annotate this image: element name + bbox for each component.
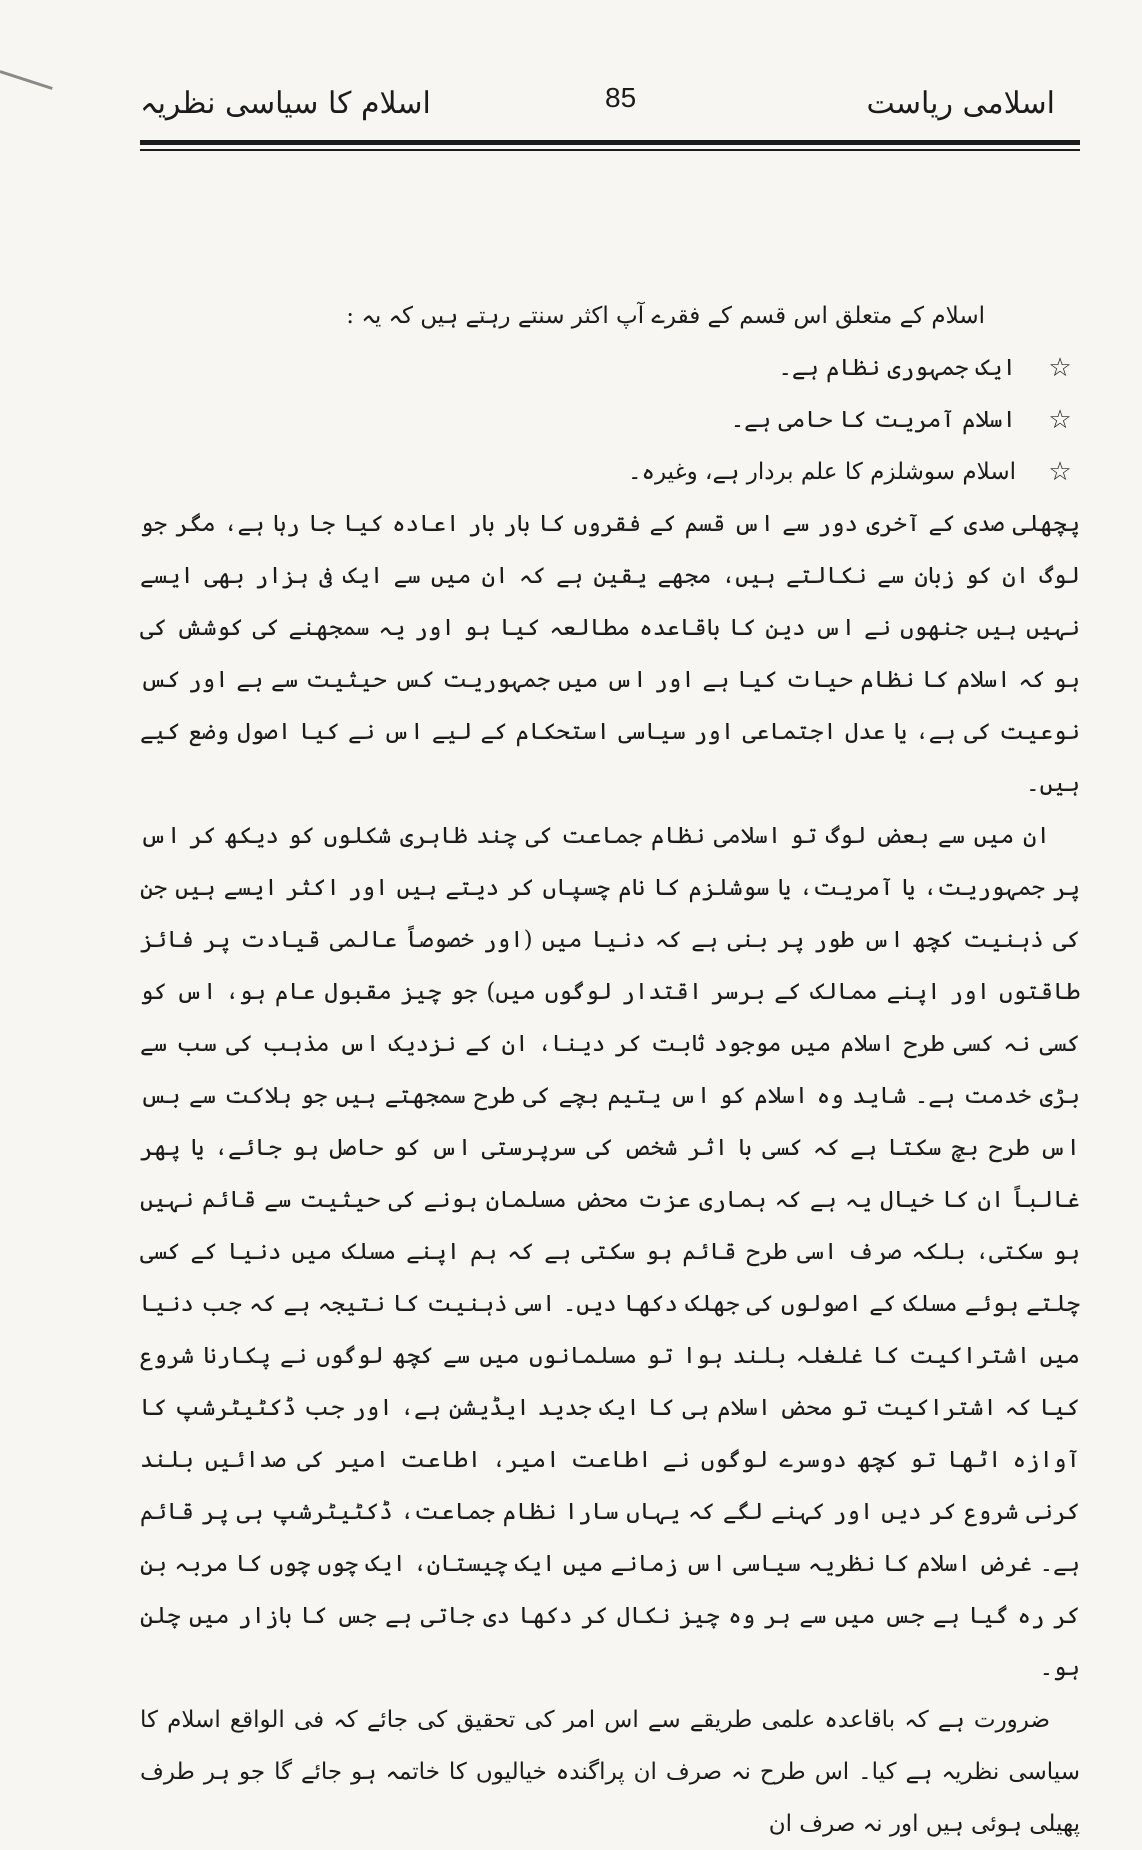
bullet-text: اسلام آمریت کا حامی ہے۔ <box>730 407 1016 433</box>
paragraph: ان میں سے بعض لوگ تو اسلامی نظام جماعت کی چند ظاہری شکلوں کو دیکھ کر اس پر جمہوریت، یا آمریت، یا سوشلزم کا نام چسپاں کر دیتے ہیں اور اکثر ایسے ہیں جن کی ذہنیت کچھ اس طور پر بنی ہے کہ دنیا میں (اور خصوصاً عالمی قیادت پر فائز طاقتوں اور اپنے ممالک کے برسر اقتدار لوگوں میں) جو چیز مقبول عام ہو، اس کو کسی نہ کسی طرح اسلام میں موجود ثابت کر دینا، ان کے نزدیک اس مذہب کی سب سے بڑی خدمت ہے۔ شاید وہ اسلام کو اس یتیم بچے کی طرح سمجھتے ہیں جو ہلاکت سے بس اس طرح بچ سکتا ہے کہ کسی با اثر شخص کی سرپرستی اس کو حاصل ہو جائے، یا پھر غالباً ان کا خیال یہ ہے کہ ہماری عزت محض مسلمان ہونے کی حیثیت سے قائم نہیں ہو سکتی، بلکہ صرف اسی طرح قائم ہو سکتی ہے کہ ہم اپنے مسلک میں دنیا کے کسی چلتے ہوئے مسلک کے اصولوں کی جھلک دکھا دیں۔ اسی ذہنیت کا نتیجہ ہے کہ جب دنیا میں اشتراکیت کا غلغلہ بلند ہوا تو مسلمانوں میں سے کچھ لوگوں نے پکارنا شروع کیا کہ اشتراکیت تو محض اسلام ہی کا ایک جدید ایڈیشن ہے، اور جب ڈکٹیٹرشپ کا آوازہ اٹھا تو کچھ دوسرے لوگوں نے اطاعت امیر، اطاعت امیر کی صدائیں بلند کرنی شروع کر دیں اور کہنے لگے کہ یہاں سارا نظام جماعت، ڈکٹیٹرشپ ہی پر قائم ہے۔ غرض اسلام کا نظریہ سیاسی اس زمانے میں ایک چیستان، ایک چوں چوں کا مربہ بن کر رہ گیا ہے جس میں سے ہر وہ چیز نکال کر دکھا دی جاتی ہے جس کا بازار میں چلن ہو۔ <box>140 823 1080 1681</box>
header-rule-thin <box>140 149 1080 151</box>
scan-edge-mark <box>0 70 53 90</box>
star-outline-icon: ☆ <box>1048 405 1072 435</box>
header-rule-thick <box>140 140 1080 145</box>
paragraph: پچھلی صدی کے آخری دور سے اس قسم کے فقروں کا بار بار اعادہ کیا جا رہا ہے، مگر جو لوگ ان کو زبان سے نکالتے ہیں، مجھے یقین ہے کہ ان میں سے ایک فی ہزار بھی ایسے نہیں ہیں جنھوں نے اس دین کا باقاعدہ مطالعہ کیا ہو اور یہ سمجھنے کی کوشش کی ہو کہ اسلام کا نظام حیات کیا ہے اور اس میں جمہوریت کس حیثیت سے ہے اور کس نوعیت کی ہے، یا عدل اجتماعی اور سیاسی استحکام کے لیے اس نے کیا اصول وضع کیے ہیں۔ <box>140 511 1080 797</box>
paragraph: ضرورت ہے کہ باقاعدہ علمی طریقے سے اس امر کی تحقیق کی جائے کہ فی الواقع اسلام کا سیاسی نظریہ ہے کیا۔ اس طرح نہ صرف ان پراگندہ خیالیوں کا خاتمہ ہو جائے گا جو ہر طرف پھیلی ہوئی ہیں اور نہ صرف ان <box>140 1707 1080 1837</box>
star-outline-icon: ☆ <box>1048 353 1072 383</box>
running-title-right: اسلامی ریاست <box>866 86 1055 121</box>
page-body <box>140 290 1080 1850</box>
bullet-text: ایک جمہوری نظام ہے۔ <box>778 355 1016 381</box>
running-title-left: اسلام کا سیاسی نظریہ <box>140 86 431 121</box>
page-header <box>140 82 1080 132</box>
star-outline-icon: ☆ <box>1048 457 1072 487</box>
intro-line: اسلام کے متعلق اس قسم کے فقرے آپ اکثر سنتے رہتے ہیں کہ یہ : <box>346 303 985 329</box>
bullet-text: اسلام سوشلزم کا علم بردار ہے، وغیرہ۔ <box>628 459 1016 485</box>
bullet-list <box>140 342 1080 498</box>
list-item <box>140 446 1080 498</box>
list-item <box>140 342 1080 394</box>
list-item <box>140 394 1080 446</box>
page-number: 85 <box>605 82 637 113</box>
